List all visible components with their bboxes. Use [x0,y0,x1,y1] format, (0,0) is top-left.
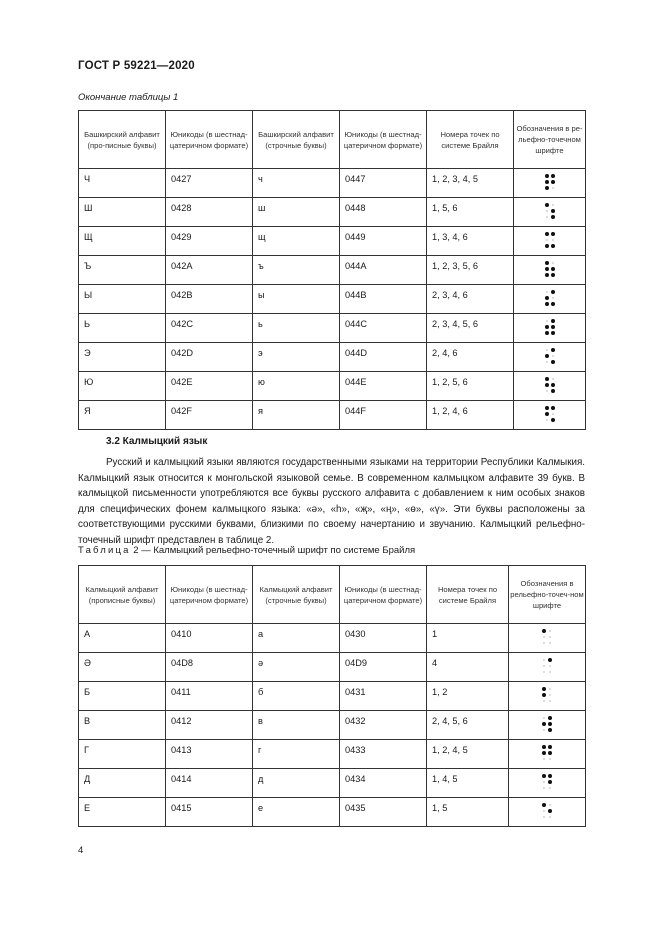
table1-header-braille: Обозначения в ре-льефно-точечном шрифте [514,111,586,169]
cell-braille [514,169,586,198]
braille-dot-flat [552,355,553,356]
braille-dot-raised [548,722,552,726]
table-row [79,682,586,711]
table1-caption: Окончание таблицы 1 [78,92,179,103]
table-row [79,314,586,343]
braille-dot-flat [549,642,550,643]
braille-dot-flat [549,700,550,701]
braille-cell-icon [541,773,553,791]
cell-lcode: 044D [340,343,427,372]
braille-dot-raised [548,780,552,784]
braille-dot-raised [545,203,549,207]
braille-dot-flat [549,787,550,788]
braille-dot-raised [551,319,555,323]
braille-dot-flat [543,787,544,788]
cell-lcode: 044E [340,372,427,401]
cell-ucode: 0428 [166,198,253,227]
braille-cell-icon [541,715,553,733]
cell-lower: ә [253,653,340,682]
cell-upper: Ч [79,169,166,198]
cell-lower: ы [253,285,340,314]
braille-cell-icon [544,173,556,191]
table2-header-lower: Калмыцкий алфавит (строчные буквы) [253,566,340,624]
braille-dot-flat [543,665,544,666]
cell-dots: 1, 2, 3, 4, 5 [427,169,514,198]
cell-dots: 1, 5 [427,798,509,827]
braille-dot-flat [549,758,550,759]
cell-lcode: 0430 [340,624,427,653]
braille-dot-raised [545,261,549,265]
braille-dot-raised [551,273,555,277]
braille-dot-raised [545,377,549,381]
braille-dot-raised [542,774,546,778]
cell-lower: э [253,343,340,372]
braille-dot-flat [543,659,544,660]
braille-dot-raised [551,389,555,393]
cell-ucode: 0412 [166,711,253,740]
braille-dot-raised [548,728,552,732]
cell-lower: в [253,711,340,740]
cell-upper: Г [79,740,166,769]
braille-dot-raised [542,687,546,691]
cell-upper: Б [79,682,166,711]
table-row [79,256,586,285]
braille-cell-icon [541,686,553,704]
cell-lcode: 044C [340,314,427,343]
cell-upper: Ь [79,314,166,343]
cell-dots: 2, 4, 5, 6 [427,711,509,740]
cell-upper: Д [79,769,166,798]
cell-braille [514,314,586,343]
braille-cell-icon [544,231,556,249]
braille-dot-raised [551,331,555,335]
table2-header-dots: Номера точек по системе Брайля [427,566,509,624]
page-number: 4 [78,845,84,856]
cell-braille [514,343,586,372]
braille-dot-flat [549,694,550,695]
braille-dot-raised [545,383,549,387]
braille-dot-raised [548,774,552,778]
braille-dot-flat [549,688,550,689]
cell-dots: 1 [427,624,509,653]
braille-dot-raised [545,412,549,416]
braille-dot-raised [551,209,555,213]
table2-header-ucode: Юникоды (в шестнад-цатеричном формате) [166,566,253,624]
braille-dot-flat [543,816,544,817]
table2-header-braille: Обозначения в рельефно-точеч-ном шрифте [509,566,586,624]
cell-lower: ъ [253,256,340,285]
cell-braille [514,372,586,401]
braille-cell-icon [541,744,553,762]
braille-dot-flat [546,349,547,350]
cell-dots: 1, 2 [427,682,509,711]
braille-dot-raised [542,803,546,807]
braille-dot-raised [545,273,549,277]
cell-dots: 2, 3, 4, 6 [427,285,514,314]
table2-header-upper: Калмыцкий алфавит (прописные буквы) [79,566,166,624]
table2-caption-prefix: Таблица [78,545,131,556]
cell-dots: 2, 4, 6 [427,343,514,372]
table1 [78,110,586,430]
braille-dot-raised [545,406,549,410]
braille-dot-raised [551,267,555,271]
cell-dots: 1, 2, 4, 6 [427,401,514,430]
braille-dot-flat [543,642,544,643]
cell-lower: ю [253,372,340,401]
braille-dot-raised [542,722,546,726]
braille-dot-flat [543,729,544,730]
cell-lcode: 0431 [340,682,427,711]
braille-dot-flat [549,816,550,817]
braille-dot-flat [552,413,553,414]
cell-ucode: 0414 [166,769,253,798]
table-row [79,343,586,372]
braille-dot-flat [546,210,547,211]
cell-braille [514,227,586,256]
braille-dot-raised [551,180,555,184]
table1-body [79,169,586,430]
braille-dot-flat [552,239,553,240]
braille-dot-flat [549,671,550,672]
braille-dot-raised [551,290,555,294]
braille-dot-raised [548,716,552,720]
cell-ucode: 0413 [166,740,253,769]
braille-dot-raised [551,383,555,387]
cell-dots: 1, 2, 3, 5, 6 [427,256,514,285]
cell-braille [509,711,586,740]
cell-lower: ь [253,314,340,343]
braille-dot-raised [551,302,555,306]
cell-upper: Ю [79,372,166,401]
table-row [79,740,586,769]
braille-cell-icon [544,260,556,278]
cell-dots: 1, 2, 5, 6 [427,372,514,401]
cell-lcode: 044B [340,285,427,314]
braille-dot-flat [552,204,553,205]
braille-dot-flat [546,320,547,321]
cell-lower: б [253,682,340,711]
cell-lcode: 0433 [340,740,427,769]
braille-dot-raised [545,186,549,190]
braille-dot-flat [546,291,547,292]
paragraph-text: Русский и калмыцкий языки являются государственными языками на территории Республики Калмыкия. Калмыцкий язык относится к монгольской языковой семье. В современном калмыцком алфавите 39 букв. В калмыцкой письменности употребляются все буквы русского алфавита с добавлением к ним особых знаков для специфических фонем калмыцкого языка: «ә», «һ», «җ», «ң», «ө», «ү». Эти буквы расположены за соответствующими русскими буквами, близкими по своему начертанию и звучанию. Калмыцкий рельефно-точечный шрифт представлен в таблице 2. [78,457,585,546]
cell-lower: щ [253,227,340,256]
braille-dot-flat [543,700,544,701]
cell-ucode: 042B [166,285,253,314]
section-title: 3.2 Калмыцкий язык [106,436,208,447]
braille-dot-flat [543,758,544,759]
braille-dot-raised [545,354,549,358]
braille-dot-raised [542,693,546,697]
braille-dot-raised [551,348,555,352]
braille-dot-raised [548,745,552,749]
braille-cell-icon [544,202,556,220]
cell-braille [509,653,586,682]
braille-dot-flat [549,630,550,631]
braille-cell-icon [541,802,553,820]
cell-ucode: 042E [166,372,253,401]
cell-dots: 1, 3, 4, 6 [427,227,514,256]
table-row [79,769,586,798]
cell-braille [514,285,586,314]
braille-dot-raised [545,296,549,300]
braille-dot-raised [551,406,555,410]
table-row [79,285,586,314]
cell-lcode: 044A [340,256,427,285]
table1-header-lcode: Юникоды (в шестнад-цатеричном формате) [340,111,427,169]
cell-upper: Э [79,343,166,372]
braille-dot-raised [551,325,555,329]
cell-upper: Ә [79,653,166,682]
table-row [79,401,586,430]
braille-dot-raised [551,215,555,219]
braille-dot-raised [542,745,546,749]
cell-ucode: 042C [166,314,253,343]
cell-braille [514,401,586,430]
cell-braille [509,624,586,653]
braille-dot-flat [546,361,547,362]
table-row [79,169,586,198]
table1-header-upper: Башкирский алфавит (про-писные буквы) [79,111,166,169]
cell-dots: 1, 4, 5 [427,769,509,798]
braille-dot-raised [545,174,549,178]
cell-ucode: 0410 [166,624,253,653]
braille-dot-flat [549,636,550,637]
braille-cell-icon [541,657,553,675]
braille-dot-raised [551,174,555,178]
braille-dot-flat [546,390,547,391]
cell-upper: Е [79,798,166,827]
table2-caption [78,545,415,556]
braille-dot-flat [543,636,544,637]
cell-lower: а [253,624,340,653]
cell-lower: ш [253,198,340,227]
table1-header-dots: Номера точек по системе Брайля [427,111,514,169]
cell-dots: 1, 5, 6 [427,198,514,227]
braille-dot-raised [542,629,546,633]
cell-ucode: 042F [166,401,253,430]
braille-dot-flat [552,262,553,263]
braille-cell-icon [544,318,556,336]
cell-upper: Я [79,401,166,430]
cell-braille [509,682,586,711]
table-row [79,624,586,653]
braille-cell-icon [544,347,556,365]
cell-lcode: 0435 [340,798,427,827]
braille-dot-raised [542,751,546,755]
cell-lower: ч [253,169,340,198]
table2 [78,565,586,827]
braille-cell-icon [541,628,553,646]
cell-dots: 1, 2, 4, 5 [427,740,509,769]
cell-ucode: 0415 [166,798,253,827]
cell-ucode: 0427 [166,169,253,198]
braille-dot-raised [545,244,549,248]
braille-dot-raised [545,331,549,335]
table-row [79,198,586,227]
braille-cell-icon [544,289,556,307]
braille-dot-flat [549,804,550,805]
table1-header-lower: Башкирский алфавит (строчные буквы) [253,111,340,169]
cell-ucode: 0411 [166,682,253,711]
cell-ucode: 04D8 [166,653,253,682]
cell-braille [509,769,586,798]
braille-dot-flat [546,216,547,217]
cell-upper: Ы [79,285,166,314]
table-row [79,227,586,256]
cell-lower: я [253,401,340,430]
cell-ucode: 0429 [166,227,253,256]
braille-dot-flat [543,810,544,811]
table-row [79,798,586,827]
braille-dot-raised [548,658,552,662]
cell-upper: Щ [79,227,166,256]
braille-cell-icon [544,405,556,423]
braille-dot-raised [551,244,555,248]
cell-upper: Ъ [79,256,166,285]
table-row [79,653,586,682]
table1-header-ucode: Юникоды (в шестнад-цатеричном формате) [166,111,253,169]
braille-dot-raised [551,232,555,236]
cell-lcode: 044F [340,401,427,430]
braille-dot-flat [543,781,544,782]
cell-lcode: 0432 [340,711,427,740]
cell-lower: г [253,740,340,769]
braille-dot-flat [552,378,553,379]
braille-dot-flat [546,419,547,420]
braille-dot-raised [548,809,552,813]
cell-braille [509,798,586,827]
braille-dot-flat [546,239,547,240]
cell-lcode: 0448 [340,198,427,227]
table2-body [79,624,586,827]
cell-ucode: 042D [166,343,253,372]
cell-dots: 2, 3, 4, 5, 6 [427,314,514,343]
cell-upper: В [79,711,166,740]
table-row [79,372,586,401]
braille-dot-raised [545,325,549,329]
cell-dots: 4 [427,653,509,682]
braille-dot-raised [545,302,549,306]
braille-dot-flat [543,717,544,718]
cell-upper: Ш [79,198,166,227]
cell-braille [514,256,586,285]
cell-lcode: 0434 [340,769,427,798]
braille-dot-flat [543,671,544,672]
table2-header-lcode: Юникоды (в шестнад-цатеричном формате) [340,566,427,624]
cell-lcode: 0449 [340,227,427,256]
cell-lower: д [253,769,340,798]
cell-braille [514,198,586,227]
braille-cell-icon [544,376,556,394]
table2-caption-rest: 2 — Калмыцкий рельефно-точечный шрифт по системе Брайля [130,545,416,556]
cell-lcode: 0447 [340,169,427,198]
braille-dot-raised [551,418,555,422]
braille-dot-raised [551,360,555,364]
braille-dot-raised [548,751,552,755]
cell-lcode: 04D9 [340,653,427,682]
cell-braille [509,740,586,769]
document-header: ГОСТ Р 59221—2020 [78,60,195,72]
section-paragraph [78,455,585,549]
braille-dot-raised [545,232,549,236]
braille-dot-raised [545,267,549,271]
cell-lower: е [253,798,340,827]
braille-dot-flat [549,665,550,666]
braille-dot-flat [552,297,553,298]
cell-ucode: 042A [166,256,253,285]
braille-dot-flat [552,187,553,188]
braille-dot-raised [545,180,549,184]
cell-upper: А [79,624,166,653]
table-row [79,711,586,740]
